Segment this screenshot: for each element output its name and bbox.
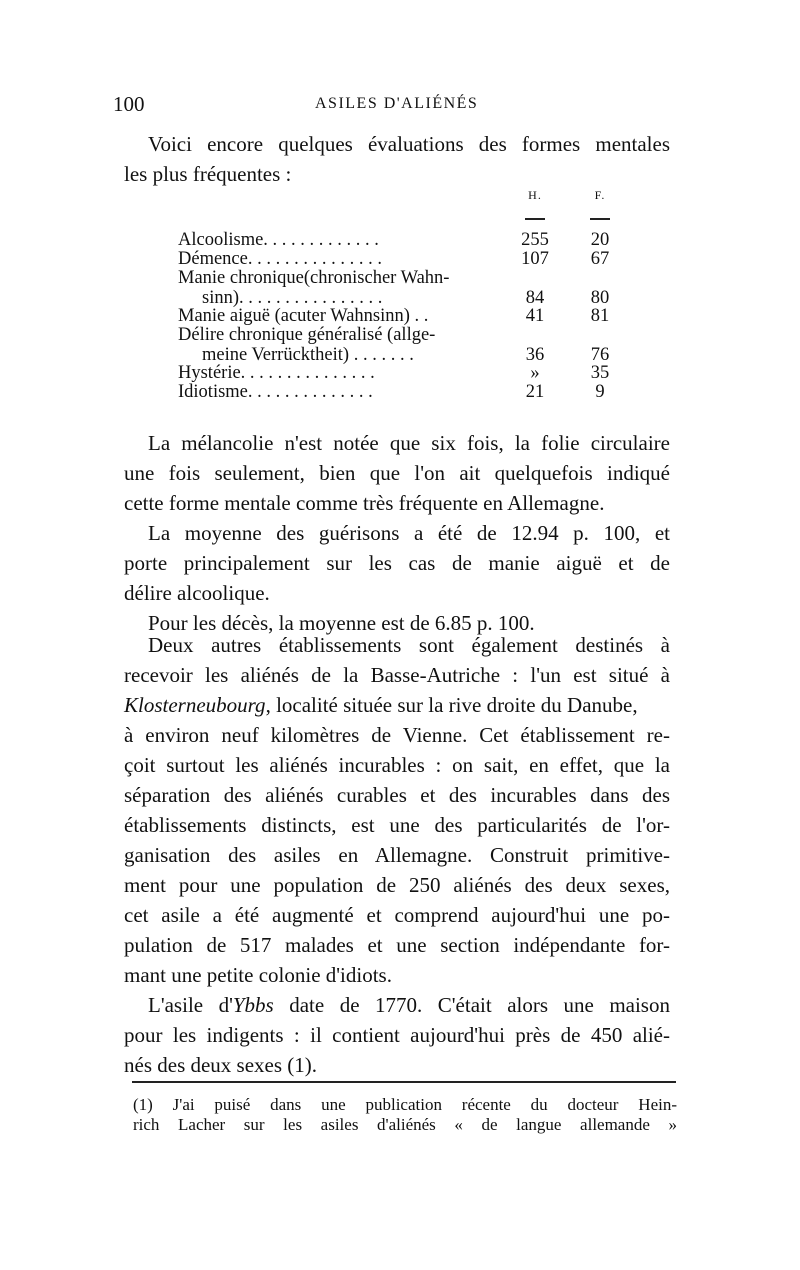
running-title: ASILES D'ALIÉNÉS bbox=[315, 95, 479, 112]
table-cell-h: 36 bbox=[525, 345, 545, 365]
table-row-label: Manie chronique(chronischer Wahn- bbox=[178, 268, 450, 288]
table-cell-f: 67 bbox=[590, 249, 610, 269]
column-dash-h bbox=[525, 218, 545, 220]
column-header-f: F. bbox=[594, 188, 606, 202]
footnote-line: (1) J'ai puisé dans une publication récente du docteur Hein- bbox=[133, 1095, 677, 1114]
body-line: porte principalement sur les cas de manie aiguë et de bbox=[124, 551, 670, 575]
place-name-klosterneubourg: Klosterneubourg bbox=[124, 693, 266, 717]
body-line: mant une petite colonie d'idiots. bbox=[124, 963, 392, 987]
table-row-label-cont: sinn). . . . . . . . . . . . . . . . bbox=[202, 288, 383, 308]
body-line: ment pour une population de 250 aliénés des deux sexes, bbox=[124, 873, 670, 897]
table-row-label: Délire chronique généralisé (allge- bbox=[178, 325, 436, 345]
table-row-label: Manie aiguë (acuter Wahnsinn) . . bbox=[178, 306, 429, 326]
table-cell-f: 80 bbox=[590, 288, 610, 308]
body-line: pour les indigents : il contient aujourd'hui près de 450 alié- bbox=[124, 1023, 670, 1047]
table-cell-f: 76 bbox=[590, 345, 610, 365]
footnote-line: rich Lacher sur les asiles d'aliénés « de langue allemande » bbox=[133, 1115, 677, 1134]
intro-line-1: Voici encore quelques évaluations des formes mentales bbox=[148, 132, 670, 156]
body-line: La mélancolie n'est notée que six fois, la folie circulaire bbox=[148, 431, 670, 455]
table-cell-h: 107 bbox=[521, 249, 549, 269]
table-row-label-cont: meine Verrücktheit) . . . . . . . bbox=[202, 345, 414, 365]
table-cell-h: 41 bbox=[525, 306, 545, 326]
body-line: Pour les décès, la moyenne est de 6.85 p. 100. bbox=[148, 611, 535, 635]
place-name-ybbs: Ybbs bbox=[232, 993, 274, 1017]
column-dash-f bbox=[590, 218, 610, 220]
body-line: Deux autres établissements sont également destinés à bbox=[148, 633, 670, 657]
body-line: délire alcoolique. bbox=[124, 581, 270, 605]
table-cell-h: » bbox=[530, 363, 540, 383]
body-line: nés des deux sexes (1). bbox=[124, 1053, 318, 1077]
table-cell-h: 21 bbox=[525, 382, 545, 402]
table-cell-f: 20 bbox=[590, 230, 610, 250]
body-line: Klosterneubourg, localité située sur la rive droite du Danube, bbox=[124, 693, 638, 717]
table-row-label: Alcoolisme. . . . . . . . . . . . . bbox=[178, 230, 379, 250]
body-line: ganisation des asiles en Allemagne. Construit primitive- bbox=[124, 843, 670, 867]
intro-line-2: les plus fréquentes : bbox=[124, 162, 292, 186]
body-line: séparation des aliénés curables et des incurables dans des bbox=[124, 783, 670, 807]
table-cell-h: 84 bbox=[525, 288, 545, 308]
body-line: à environ neuf kilomètres de Vienne. Cet établissement re- bbox=[124, 723, 670, 747]
table-row-label: Hystérie. . . . . . . . . . . . . . . bbox=[178, 363, 375, 383]
body-line: L'asile d'Ybbs date de 1770. C'était alors une maison bbox=[148, 993, 670, 1017]
body-line: établissements distincts, est une des particularités de l'or- bbox=[124, 813, 670, 837]
body-line: çoit surtout les aliénés incurables : on sait, en effet, que la bbox=[124, 753, 670, 777]
table-cell-f: 9 bbox=[595, 382, 605, 402]
table-cell-f: 81 bbox=[590, 306, 610, 326]
body-line: pulation de 517 malades et une section indépendante for- bbox=[124, 933, 670, 957]
body-line: La moyenne des guérisons a été de 12.94 p. 100, et bbox=[148, 521, 670, 545]
body-line: cette forme mentale comme très fréquente en Allemagne. bbox=[124, 491, 605, 515]
body-line: une fois seulement, bien que l'on ait quelquefois indiqué bbox=[124, 461, 670, 485]
body-line: recevoir les aliénés de la Basse-Autriche : l'un est situé à bbox=[124, 663, 670, 687]
body-line: cet asile a été augmenté et comprend aujourd'hui une po- bbox=[124, 903, 670, 927]
table-cell-h: 255 bbox=[521, 230, 549, 250]
footnote-rule bbox=[132, 1081, 676, 1083]
table-row-label: Démence. . . . . . . . . . . . . . . bbox=[178, 249, 382, 269]
table-row-label: Idiotisme. . . . . . . . . . . . . . bbox=[178, 382, 373, 402]
page-number: 100 bbox=[113, 92, 145, 116]
column-header-h: H. bbox=[528, 188, 542, 202]
table-cell-f: 35 bbox=[590, 363, 610, 383]
